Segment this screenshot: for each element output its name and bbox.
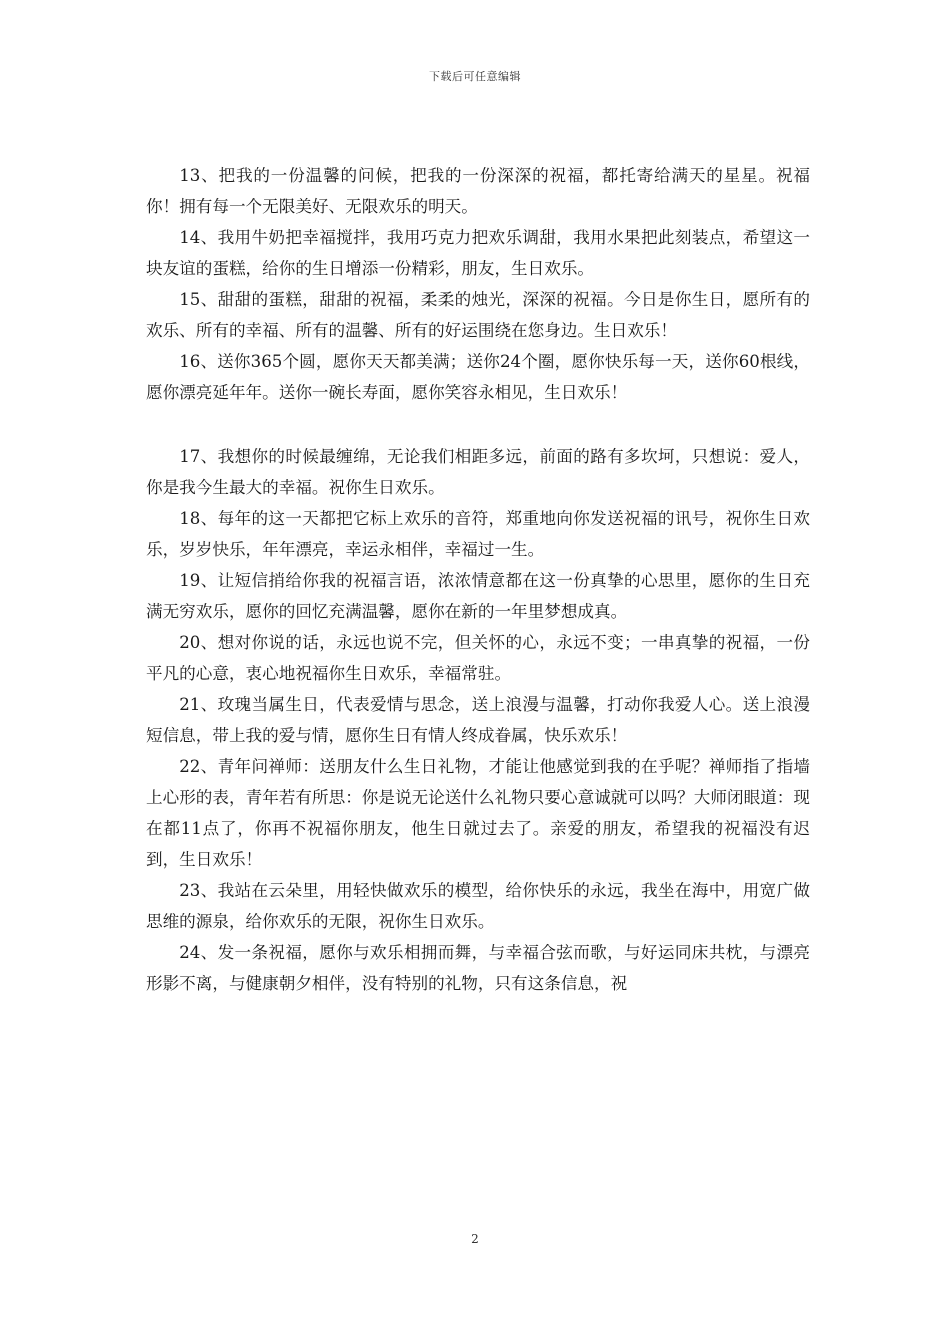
paragraph-17: 17、我想你的时候最缠绵，无论我们相距多远，前面的路有多坎坷，只想说：爱人，你是我今生最大的幸福。祝你生日欢乐。 bbox=[146, 447, 810, 497]
paragraph-13: 13、把我的一份温馨的问候，把我的一份深深的祝福，都托寄给满天的星星。祝福你！拥有每一个无限美好、无限欢乐的明天。 bbox=[146, 166, 810, 216]
paragraph-16: 16、送你365个圆，愿你天天都美满；送你24个圈，愿你快乐每一天，送你60根线，愿你漂亮延年年。送你一碗长寿面，愿你笑容永相见，生日欢乐！ bbox=[146, 352, 810, 402]
paragraph-23: 23、我站在云朵里，用轻快做欢乐的模型，给你快乐的永远，我坐在海中，用宽广做思维的源泉，给你欢乐的无限，祝你生日欢乐。 bbox=[146, 881, 810, 931]
paragraph-21: 21、玫瑰当属生日，代表爱情与思念，送上浪漫与温馨，打动你我爱人心。送上浪漫短信息，带上我的爱与情，愿你生日有情人终成眷属，快乐欢乐！ bbox=[146, 695, 810, 745]
paragraph-18: 18、每年的这一天都把它标上欢乐的音符，郑重地向你发送祝福的讯号，祝你生日欢乐，岁岁快乐，年年漂亮，幸运永相伴，幸福过一生。 bbox=[146, 509, 810, 559]
page-number: 2 bbox=[471, 1232, 479, 1246]
section-gap bbox=[146, 408, 810, 441]
paragraph-20: 20、想对你说的话，永远也说不完，但关怀的心，永远不变；一串真挚的祝福，一份平凡的心意，衷心地祝福你生日欢乐，幸福常驻。 bbox=[146, 633, 810, 683]
paragraph-22: 22、青年问禅师：送朋友什么生日礼物，才能让他感觉到我的在乎呢？禅师指了指墙上心形的表，青年若有所思：你是说无论送什么礼物只要心意诚就可以吗？大师闭眼道：现在都11点了，你再不祝福你朋友，他生日就过去了。亲爱的朋友，希望我的祝福没有迟到，生日欢乐！ bbox=[146, 757, 810, 869]
document-body bbox=[146, 160, 810, 999]
paragraph-14: 14、我用牛奶把幸福搅拌，我用巧克力把欢乐调甜，我用水果把此刻装点，希望这一块友谊的蛋糕，给你的生日增添一份精彩，朋友，生日欢乐。 bbox=[146, 228, 810, 278]
paragraph-24: 24、发一条祝福，愿你与欢乐相拥而舞，与幸福合弦而歌，与好运同床共枕，与漂亮形影不离，与健康朝夕相伴，没有特别的礼物，只有这条信息，祝 bbox=[146, 943, 810, 993]
paragraph-15: 15、甜甜的蛋糕，甜甜的祝福，柔柔的烛光，深深的祝福。今日是你生日，愿所有的欢乐、所有的幸福、所有的温馨、所有的好运围绕在您身边。生日欢乐！ bbox=[146, 290, 810, 340]
page-header: 下载后可任意编辑 bbox=[429, 70, 521, 83]
paragraph-19: 19、让短信捎给你我的祝福言语，浓浓情意都在这一份真挚的心思里，愿你的生日充满无穷欢乐，愿你的回忆充满温馨，愿你在新的一年里梦想成真。 bbox=[146, 571, 810, 621]
